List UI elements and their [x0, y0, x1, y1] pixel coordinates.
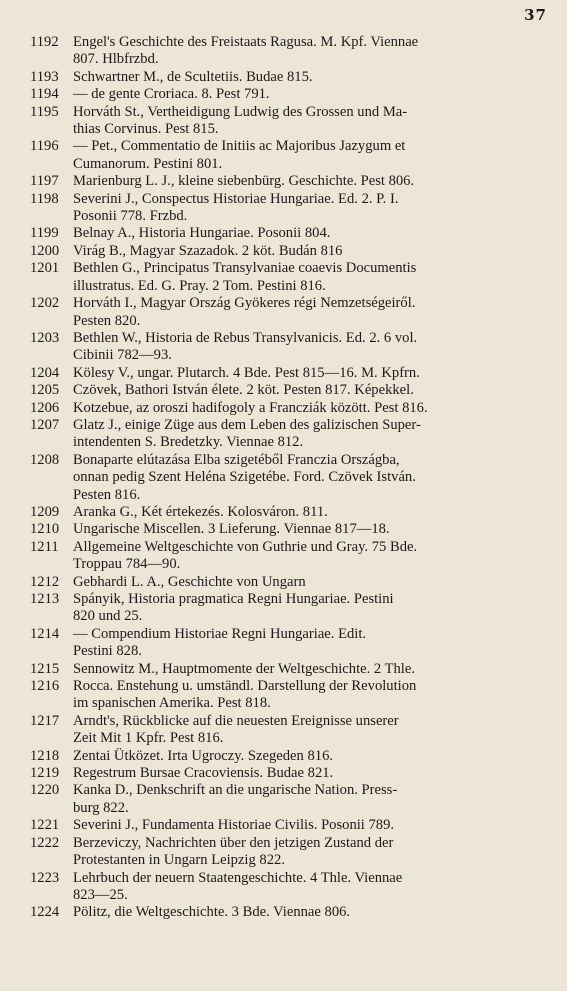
entry-text: Engel's Geschichte des Freistaats Ragusa. M. Kpf. Viennae 807. Hlbfrzbd.	[73, 34, 419, 68]
catalog-entry	[30, 713, 553, 748]
catalog-entry	[30, 817, 553, 834]
entry-text: — Compendium Historiae Regni Hungariae. Edit. Pestini 828.	[73, 625, 367, 660]
entry-number: 1214	[30, 625, 60, 642]
entry-number: 1222	[30, 834, 60, 851]
entry-number: 1209	[30, 503, 60, 520]
entry-text: Virág B., Magyar Szazadok. 2 köt. Budán 816	[73, 242, 343, 259]
catalog-entry	[30, 748, 553, 765]
catalog-entry	[30, 138, 553, 173]
catalog-entry	[30, 870, 553, 905]
catalog-entry	[30, 365, 553, 382]
entry-number: 1204	[30, 364, 60, 381]
catalog-entry	[30, 765, 553, 782]
entry-text: Horváth St., Vertheidigung Ludwig des Grossen und Ma- thias Corvinus. Pest 815.	[73, 103, 408, 138]
catalog-entry	[30, 69, 553, 86]
entry-number: 1220	[30, 782, 60, 799]
entry-text: Marienburg L. J., kleine siebenbürg. Geschichte. Pest 806.	[73, 173, 415, 190]
entry-number: 1202	[30, 295, 60, 312]
entry-number: 1200	[30, 242, 60, 259]
catalog-entry	[30, 661, 553, 678]
catalog-entry	[30, 591, 553, 626]
entry-text: Severini J., Fundamenta Historiae Civilis. Posonii 789.	[73, 817, 395, 834]
entry-number: 1217	[30, 712, 60, 729]
entry-text: Bethlen W., Historia de Rebus Transylvanicis. Ed. 2. 6 vol. Cibinii 782—93.	[73, 329, 418, 364]
catalog-entry	[30, 626, 553, 661]
entry-text: Sennowitz M., Hauptmomente der Weltgeschichte. 2 Thle.	[73, 660, 415, 677]
entry-text: Aranka G., Két értekezés. Kolosváron. 811.	[73, 503, 328, 520]
page-number: 37	[524, 6, 547, 24]
entry-text: — de gente Croriaca. 8. Pest 791.	[73, 86, 270, 103]
catalog-entry	[30, 678, 553, 713]
entry-number: 1192	[30, 34, 59, 50]
catalog-entry	[30, 782, 553, 817]
entry-number: 1206	[30, 399, 60, 416]
catalog-entry	[30, 260, 553, 295]
entry-number: 1211	[30, 538, 59, 555]
entry-number: 1208	[30, 451, 60, 468]
entry-number: 1216	[30, 678, 60, 695]
entry-number: 1219	[30, 765, 60, 782]
entry-number: 1201	[30, 260, 60, 277]
entry-number: 1195	[30, 103, 59, 120]
catalog-entry	[30, 34, 553, 69]
entry-text: Pölitz, die Weltgeschichte. 3 Bde. Viennae 806.	[73, 904, 351, 921]
entry-text: Glatz J., einige Züge aus dem Leben des galizischen Super- intendenten S. Bredetzky. Viennae 812.	[73, 416, 421, 451]
entry-number: 1196	[30, 138, 59, 155]
catalog-entry	[30, 574, 553, 591]
entry-number: 1215	[30, 660, 60, 677]
entry-text: Schwartner M., de Scultetiis. Budae 815.	[73, 68, 313, 85]
entry-text: Berzeviczy, Nachrichten über den jetzigen Zustand der Protestanten in Ungarn Leipzig 822.	[73, 834, 394, 869]
entry-text: Allgemeine Weltgeschichte von Guthrie und Gray. 75 Bde. Troppau 784—90.	[73, 538, 418, 573]
entry-text: Horváth I., Magyar Ország Gyökeres régi Nemzetségeiről. Pesten 820.	[73, 295, 416, 329]
entry-text: Bethlen G., Principatus Transylvaniae coaevis Documentis illustratus. Ed. G. Pray. 2 Tom. Pestini 816.	[73, 260, 417, 294]
entry-number: 1203	[30, 329, 60, 346]
entry-number: 1193	[30, 68, 59, 85]
entry-number: 1224	[30, 904, 60, 921]
entry-number: 1197	[30, 173, 59, 190]
entry-text: Lehrbuch der neuern Staatengeschichte. 4 Thle. Viennae 823—25.	[73, 869, 403, 903]
entry-text: Belnay A., Historia Hungariae. Posonii 804.	[73, 225, 331, 242]
entry-text: Kanka D., Denkschrift an die ungarische Nation. Press- burg 822.	[73, 782, 398, 816]
entry-text: Kölesy V., ungar. Plutarch. 4 Bde. Pest 815—16. M. Kpfrn.	[73, 364, 420, 381]
catalog-entry	[30, 400, 553, 417]
entry-text: Kotzebue, az oroszi hadifogoly a Francziák között. Pest 816.	[73, 399, 428, 416]
entry-number: 1199	[30, 225, 59, 242]
catalog-entry	[30, 330, 553, 365]
catalog-entry	[30, 191, 553, 226]
entry-text: Severini J., Conspectus Historiae Hungariae. Ed. 2. P. I. Posonii 778. Frzbd.	[73, 190, 399, 225]
entry-text: Bonaparte elútazása Elba szigetéből Franczia Országba, onnan pedig Szent Heléna Szigetébe. Ford. Czövek István. Pesten 816.	[73, 451, 416, 503]
catalog-entries	[30, 34, 553, 922]
catalog-entry	[30, 295, 553, 330]
catalog-entry	[30, 452, 553, 504]
catalog-entry	[30, 835, 553, 870]
entry-number: 1210	[30, 521, 60, 538]
catalog-entry	[30, 504, 553, 521]
entry-number: 1218	[30, 747, 60, 764]
entry-text: Czövek, Bathori István élete. 2 köt. Pesten 817. Képekkel.	[73, 382, 414, 399]
entry-number: 1223	[30, 869, 60, 886]
catalog-entry	[30, 225, 553, 242]
catalog-entry	[30, 173, 553, 190]
catalog-entry	[30, 521, 553, 538]
catalog-entry	[30, 539, 553, 574]
catalog-entry	[30, 104, 553, 139]
entry-text: Gebhardi L. A., Geschichte von Ungarn	[73, 573, 306, 590]
entry-text: Ungarische Miscellen. 3 Lieferung. Viennae 817—18.	[73, 521, 390, 538]
entry-text: Zentai Ütközet. Irta Ugroczy. Szegeden 816.	[73, 747, 334, 764]
entry-number: 1205	[30, 382, 60, 399]
entry-text: Spányik, Historia pragmatica Regni Hungariae. Pestini 820 und 25.	[73, 591, 394, 625]
entry-number: 1198	[30, 190, 59, 207]
catalog-entry	[30, 382, 553, 399]
entry-number: 1213	[30, 591, 60, 607]
catalog-entry	[30, 904, 553, 921]
entry-number: 1194	[30, 86, 59, 103]
entry-number: 1221	[30, 817, 60, 834]
catalog-entry	[30, 243, 553, 260]
entry-text: Regestrum Bursae Cracoviensis. Budae 821.	[73, 765, 334, 782]
catalog-entry	[30, 417, 553, 452]
entry-number: 1207	[30, 416, 60, 433]
entry-text: — Pet., Commentatio de Initiis ac Majoribus Jazygum et Cumanorum. Pestini 801.	[73, 138, 406, 172]
entry-number: 1212	[30, 573, 60, 590]
entry-text: Rocca. Enstehung u. umständl. Darstellung der Revolution im spanischen Amerika. Pest 818.	[73, 678, 417, 712]
catalog-entry	[30, 86, 553, 103]
entry-text: Arndt's, Rückblicke auf die neuesten Ereignisse unserer Zeit Mit 1 Kpfr. Pest 816.	[73, 712, 399, 747]
